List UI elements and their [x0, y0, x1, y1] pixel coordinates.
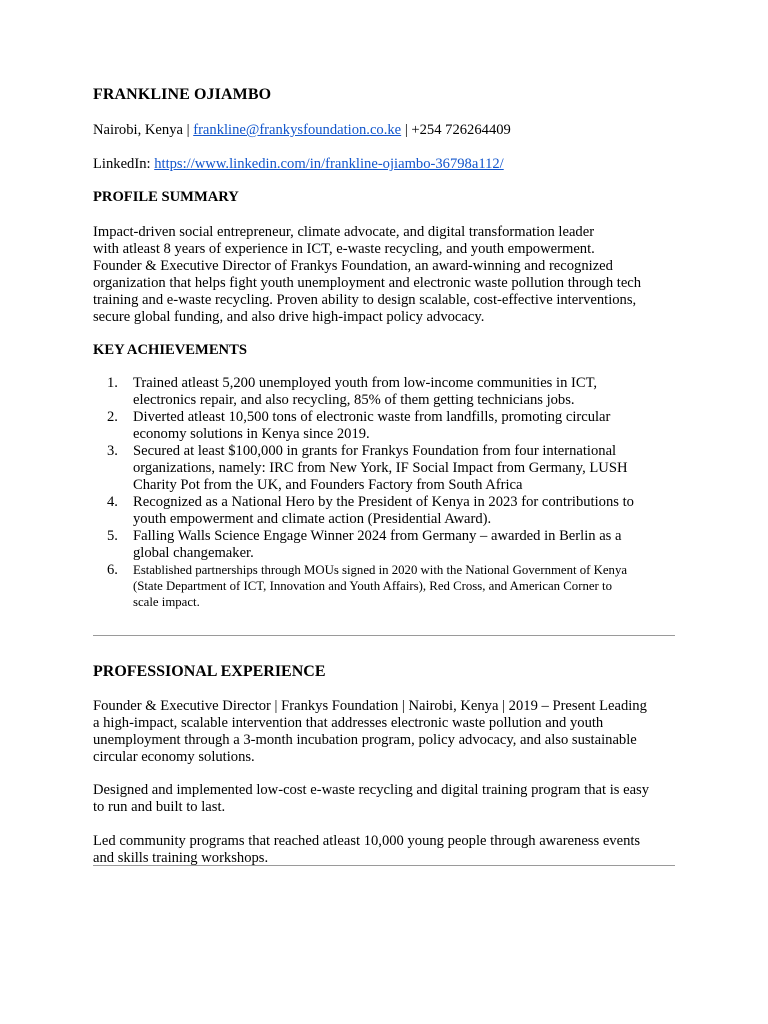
section-divider [93, 865, 675, 866]
item-line: organizations, namely: IRC from New York, IF Social Impact from Germany, LUSH [133, 460, 628, 476]
profile-summary-text [93, 224, 693, 326]
item-line: electronics repair, and also recycling, 85% of them getting technicians jobs. [133, 392, 575, 408]
list-item [93, 494, 693, 528]
item-number: 2. [107, 409, 118, 425]
profile-line: Impact-driven social entrepreneur, climate advocate, and digital transformation leader [93, 224, 595, 240]
profile-line: organization that helps fight youth unemployment and electronic waste pollution through tech [93, 275, 642, 291]
item-line: Diverted atleast 10,500 tons of electronic waste from landfills, promoting circular [133, 409, 611, 425]
item-line: Charity Pot from the UK, and Founders Factory from South Africa [133, 477, 523, 493]
item-number: 3. [107, 443, 118, 459]
item-line: (State Department of ICT, Innovation and Youth Affairs), Red Cross, and American Corner to [133, 579, 612, 593]
email-link[interactable]: frankline@frankysfoundation.co.ke [193, 122, 402, 138]
item-number: 1. [107, 375, 118, 391]
experience-line: and skills training workshops. [93, 850, 269, 866]
list-item [93, 375, 693, 409]
profile-line: secure global funding, and also drive high-impact policy advocacy. [93, 309, 485, 325]
experience-paragraph [93, 833, 693, 867]
item-line: Secured at least $100,000 in grants for Frankys Foundation from four international [133, 443, 617, 459]
experience-line: Designed and implemented low-cost e-waste recycling and digital training program that is easy [93, 782, 650, 798]
item-number: 6. [107, 562, 118, 578]
linkedin-label: LinkedIn: [93, 156, 151, 172]
professional-experience-heading: PROFESSIONAL EXPERIENCE [93, 663, 326, 680]
linkedin-link[interactable]: https://www.linkedin.com/in/frankline-ojiambo-36798a112/ [154, 156, 504, 172]
item-number: 5. [107, 528, 118, 544]
location-text: Nairobi, Kenya | [93, 122, 190, 138]
list-item [93, 562, 693, 610]
candidate-name: FRANKLINE OJIAMBO [93, 86, 272, 103]
experience-line: unemployment through a 3-month incubation program, policy advocacy, and also sustainable [93, 732, 637, 748]
list-item [93, 528, 693, 562]
item-line: Established partnerships through MOUs signed in 2020 with the National Government of Kenya [133, 563, 628, 577]
item-line: youth empowerment and climate action (Presidential Award). [133, 511, 492, 527]
experience-paragraph [93, 698, 693, 766]
item-number: 4. [107, 494, 118, 510]
profile-line: training and e-waste recycling. Proven ability to design scalable, cost-effective interventions, [93, 292, 637, 308]
item-line: scale impact. [133, 595, 200, 609]
key-achievements-heading: KEY ACHIEVEMENTS [93, 342, 247, 358]
profile-line: with atleast 8 years of experience in ICT, e-waste recycling, and youth empowerment. [93, 241, 595, 257]
achievements-list [93, 375, 693, 610]
item-line: Trained atleast 5,200 unemployed youth from low-income communities in ICT, [133, 375, 598, 391]
contact-line [93, 122, 511, 139]
section-divider [93, 635, 675, 636]
profile-summary-heading: PROFILE SUMMARY [93, 189, 239, 205]
experience-paragraph [93, 782, 693, 816]
experience-line: Founder & Executive Director | Frankys Foundation | Nairobi, Kenya | 2019 – Present Leading [93, 698, 647, 714]
experience-line: Led community programs that reached atleast 10,000 young people through awareness events [93, 833, 641, 849]
item-line: economy solutions in Kenya since 2019. [133, 426, 370, 442]
item-line: global changemaker. [133, 545, 254, 561]
experience-line: a high-impact, scalable intervention that addresses electronic waste pollution and youth [93, 715, 604, 731]
experience-line: circular economy solutions. [93, 749, 255, 765]
list-item [93, 409, 693, 443]
item-line: Falling Walls Science Engage Winner 2024 from Germany – awarded in Berlin as a [133, 528, 622, 544]
item-line: Recognized as a National Hero by the President of Kenya in 2023 for contributions to [133, 494, 634, 510]
experience-line: to run and built to last. [93, 799, 226, 815]
linkedin-line [93, 156, 504, 173]
list-item [93, 443, 693, 494]
phone-text: | +254 726264409 [404, 122, 511, 138]
profile-line: Founder & Executive Director of Frankys Foundation, an award-winning and recognized [93, 258, 613, 274]
